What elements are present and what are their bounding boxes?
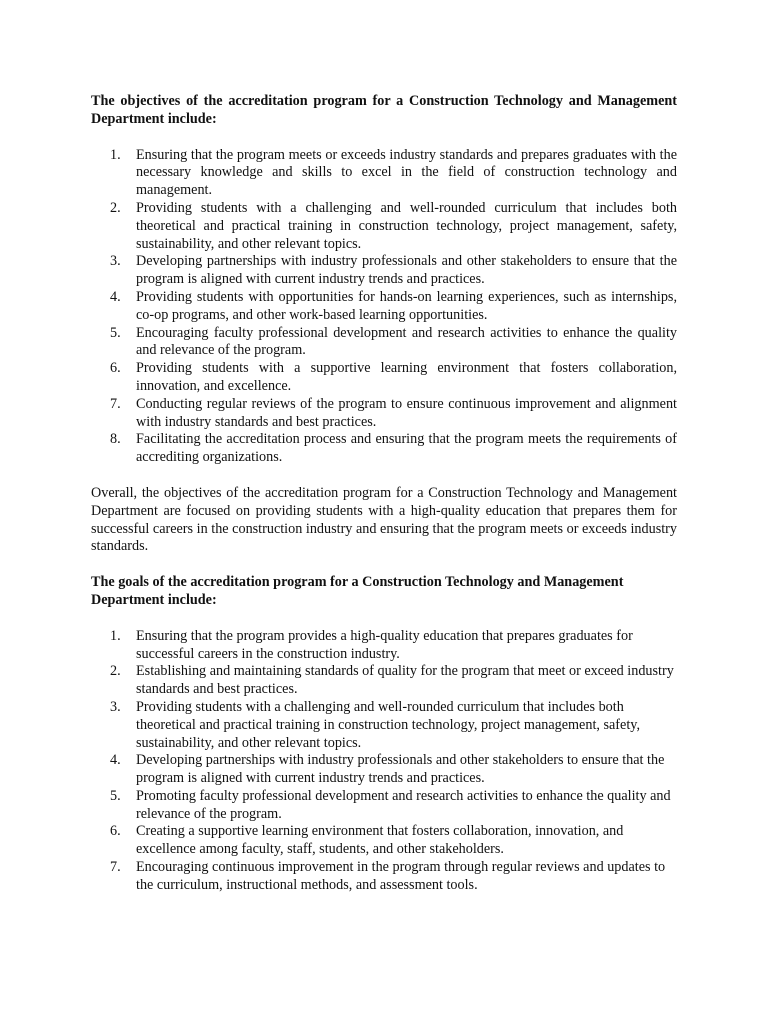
objectives-list-item: 2. Providing students with a challenging and well-rounded curriculum that includes both theoretical and practical training in construction technology, project management, safety, sustainability, and other relevant topics. <box>110 199 677 252</box>
objectives-heading: The objectives of the accreditation program for a Construction Technology and Management Department include: <box>91 93 677 127</box>
spacer <box>91 556 677 574</box>
spacer <box>91 467 677 485</box>
goals-list-item: 5. Promoting faculty professional development and research activities to enhance the quality and relevance of the program. <box>110 787 671 822</box>
goals-list-item: 1. Ensuring that the program provides a high-quality education that prepares graduates for successful careers in the construction industry. <box>110 627 633 662</box>
objectives-list-item: 3. Developing partnerships with industry professionals and other stakeholders to ensure that the program is aligned with current industry trends and practices. <box>110 253 677 288</box>
goals-list-item: 7. Encouraging continuous improvement in the program through regular reviews and updates to the curriculum, instructional methods, and assessment tools. <box>110 859 666 893</box>
goals-list-item: 4. Developing partnerships with industry professionals and other stakeholders to ensure that the program is aligned with current industry trends and practices. <box>110 752 665 787</box>
objectives-list-item: 4. Providing students with opportunities for hands-on learning experiences, such as internships, co-op programs, and other work-based learning opportunities. <box>110 288 677 323</box>
objectives-list-item: 1. Ensuring that the program meets or exceeds industry standards and prepares graduates with the necessary knowledge and skills to excel in the field of construction technology and management. <box>110 146 677 199</box>
goals-list-item: 3. Providing students with a challenging and well-rounded curriculum that includes both theoretical and practical training in construction technology, project management, safety, sustainability, and other relevant topics. <box>110 698 640 751</box>
spacer <box>91 129 677 147</box>
document-page <box>91 93 677 895</box>
overall-paragraph: Overall, the objectives of the accreditation program for a Construction Technology and Management Department are focused on providing students with a high-quality education that prepares them for successful careers in the construction industry and ensuring that the program meets or exceeds industry standards. <box>91 484 677 555</box>
objectives-list-item: 8. Facilitating the accreditation process and ensuring that the program meets the requirements of accrediting organizations. <box>110 431 677 466</box>
goals-list-item: 6. Creating a supportive learning environment that fosters collaboration, innovation, and excellence among faculty, staff, students, and other stakeholders. <box>110 823 624 858</box>
objectives-list <box>91 147 677 467</box>
spacer <box>91 610 677 628</box>
objectives-list-item: 6. Providing students with a supportive learning environment that fosters collaboration, innovation, and excellence. <box>110 360 677 394</box>
objectives-list-item: 7. Conducting regular reviews of the program to ensure continuous improvement and alignment with industry standards and best practices. <box>110 395 677 430</box>
objectives-list-item: 5. Encouraging faculty professional development and research activities to enhance the quality and relevance of the program. <box>110 324 677 359</box>
goals-list <box>91 628 677 895</box>
goals-heading: The goals of the accreditation program for a Construction Technology and Management Department include: <box>91 574 624 608</box>
goals-list-item: 2. Establishing and maintaining standards of quality for the program that meet or exceed industry standards and best practices. <box>110 663 674 698</box>
